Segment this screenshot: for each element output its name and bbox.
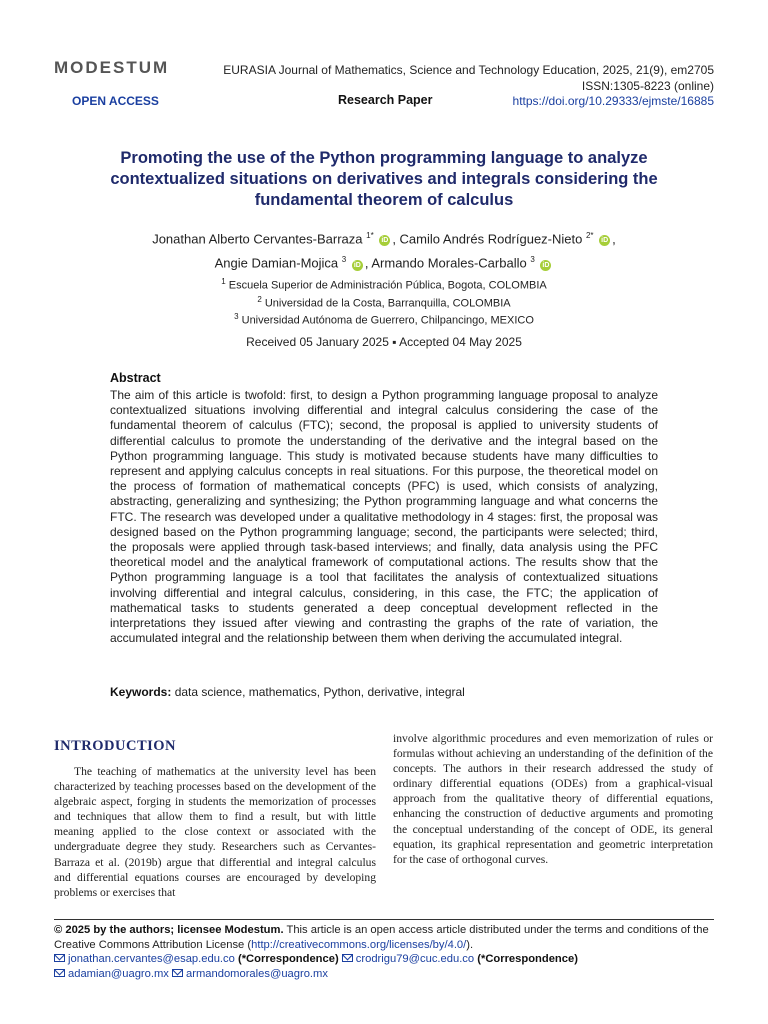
author-affil-marker: 2*: [585, 231, 594, 240]
correspondence-note: (*Correspondence): [237, 953, 339, 965]
affiliation-number: 3: [234, 312, 239, 322]
author-name: Camilo Andrés Rodríguez-Nieto: [399, 231, 583, 247]
affiliation-text: Universidad Autónoma de Guerrero, Chilpancingo, MEXICO: [241, 314, 534, 327]
author-affil-marker: 3: [530, 255, 535, 265]
affiliation-text: Universidad de la Costa, Barranquilla, COLOMBIA: [264, 297, 511, 310]
orcid-icon[interactable]: iD: [542, 261, 550, 269]
paper-type: Research Paper: [338, 93, 433, 107]
keywords-label: Keywords:: [110, 685, 172, 699]
copyright-end: ).: [466, 938, 474, 951]
mail-icon: [54, 954, 65, 962]
received-accepted-dates: Received 05 January 2025 ▪ Accepted 04 May 2025: [246, 335, 522, 349]
orcid-icon[interactable]: iD: [353, 261, 361, 269]
copyright-bold: © 2025 by the authors; licensee Modestum.: [54, 924, 284, 936]
issn: ISSN:1305-8223 (online): [581, 79, 714, 93]
intro-column-left: The teaching of mathematics at the university level has been characterized by teaching processes based on the development of the algebraic aspect, forging in students the memorization of processes and techniques that allow them to find a result, but with little meaning applied to the close context or associated with the undergraduate degree they study. Researchers such as Cervantes-Barraza et al. (2019b) argue that differential and integral calculus and differential equations courses are encouraged by developing problems or exercises that: [54, 765, 376, 899]
affiliation-item: [60, 310, 708, 328]
abstract-body: The aim of this article is twofold: first, to design a Python programming language proposal to analyze contextualized situations involving differential and integral calculus considering the case of the fundamental theorem of calculus (FTC); second, the proposal is applied to university students of differential calculus to promote the understanding of the derivative and the integral based on the Python programming language. This study is motivated because students have many difficulties to represent and applying calculus concepts in real situations. For this purpose, the theoretical model on the process of formation of mathematical concepts (PFC) is used, which consists of analyzing, abstracting, generalizing and synthesizing; the Python programming language and what concerns the FTC. The research was developed under a qualitative methodology in 4 stages: first, the proposal was designed based on the Python programming language; second, the participants were selected; third, the proposals were applied through task-based interviews; and finally, data analysis using the PFC theoretical model and the analytical framework of computational actions. The results show that the Python programming language is a tool that facilitates the analysis of contextualized situations involving differential and integral calculus, considering, in this case, the FTC; the application of mathematical tasks to students generated a deep conceptual development reflected in the interpretations they issued after viewing and contrasting the graphs of the rate of variation, the accumulated integral and the relationship between them when deriving the accumulated integral.: [110, 388, 658, 646]
publisher-logo: MODESTUM: [54, 58, 170, 77]
copyright-text: This article is an open access article distributed under the terms and conditions of the Creative Commons Attribution License (: [54, 924, 709, 951]
affiliation-number: 1: [221, 277, 226, 286]
email-link[interactable]: crodrigu79@cuc.edu.co: [355, 953, 475, 965]
affiliation-item: [60, 293, 708, 311]
affiliation-text: Escuela Superior de Administración Pública, Bogota, COLOMBIA: [228, 279, 547, 292]
author-affil-marker: 3: [341, 255, 347, 265]
mail-icon: [54, 969, 65, 977]
orcid-icon[interactable]: iD: [601, 237, 609, 245]
author-name: Jonathan Alberto Cervantes-Barraza: [152, 231, 363, 247]
affiliation-number: 2: [257, 294, 262, 304]
section-heading-introduction: INTRODUCTION: [54, 738, 177, 754]
author-name: Angie Damian-Mojica: [214, 255, 339, 271]
author-affil-marker: 1*: [366, 231, 374, 240]
mail-icon: [172, 969, 183, 977]
journal-citation: EURASIA Journal of Mathematics, Science and Technology Education, 2025, 21(9), em2705: [223, 63, 714, 77]
footer-divider: [54, 919, 714, 920]
open-access-label: OPEN ACCESS: [72, 94, 159, 108]
orcid-icon[interactable]: iD: [381, 237, 389, 245]
footer: [54, 923, 714, 981]
author-name: Armando Morales-Carballo: [371, 255, 527, 271]
email-link[interactable]: jonathan.cervantes@esap.edu.co: [68, 953, 235, 965]
author-list: [60, 225, 708, 274]
email-line-1: [54, 952, 714, 967]
keywords-list: data science, mathematics, Python, derivative, integral: [174, 685, 465, 699]
correspondence-note: (*Correspondence): [477, 953, 578, 965]
mail-icon: [342, 954, 353, 962]
affiliations: [60, 275, 708, 328]
email-link[interactable]: adamian@uagro.mx: [68, 967, 169, 980]
author-line-1: Jonathan Alberto Cervantes-Barraza $^{1*}$ iD , Camilo Andrés Rodríguez-Nieto $^{2*}$ iD ,: [152, 231, 616, 247]
paper-title: Promoting the use of the Python programming language to analyze contextualized situations on derivatives and integrals considering the fundamental theorem of calculus: [110, 149, 658, 209]
intro-column-right: involve algorithmic procedures and even memorization of rules or formulas without achieving an understanding of the definition of the concepts. The authors in their research addressed the study of ordinary differential equations (ODEs) from a graphical-visual approach from the qualitative theory of differential equations, enhancing the construction of deductive arguments and promoting the conceptual understanding of the concept of ODE, its general equation, its graphical representation and geometric interpretation for the case of orthogonal curves.: [393, 732, 713, 866]
copyright-notice: [54, 923, 714, 952]
email-line-2: [54, 967, 714, 982]
doi-link[interactable]: https://doi.org/10.29333/ejmste/16885: [512, 94, 714, 108]
abstract-heading: Abstract: [110, 371, 161, 385]
affiliation-item: [60, 275, 708, 293]
keywords: [110, 685, 465, 699]
author-line-2: Angie Damian-Mojica $^3$ iD , Armando Morales-Carballo $^3$ iD: [214, 255, 550, 271]
license-link[interactable]: http://creativecommons.org/licenses/by/4.0/: [251, 938, 467, 951]
journal-info: [223, 62, 714, 94]
email-link[interactable]: armandomorales@uagro.mx: [186, 967, 328, 980]
